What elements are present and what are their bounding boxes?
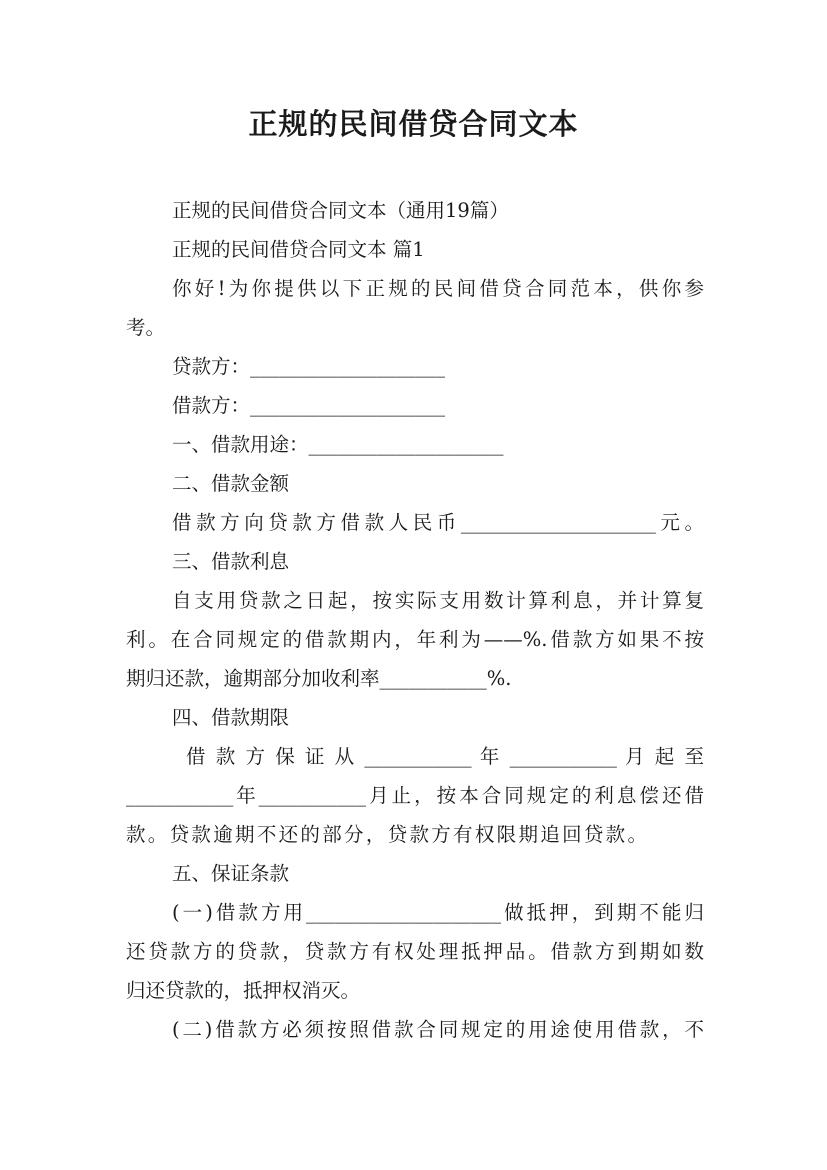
paragraph-line: 考。 xyxy=(126,316,166,339)
document-title: 正规的民间借贷合同文本 xyxy=(248,107,579,141)
paragraph-line: 你好!为你提供以下正规的民间借贷合同范本，供你参 xyxy=(172,277,704,300)
paragraph-line: 借款方向贷款方借款人民币____________________元。 xyxy=(172,511,704,534)
paragraph-line: 一、借款用途：____________________ xyxy=(172,433,504,456)
paragraph-line: 借 款 方 保 证 从 ___________ 年 ___________ 月 起 至 xyxy=(186,745,704,768)
paragraph-line: 利。在合同规定的借款期内，年利为——%.借款方如果不按 xyxy=(126,628,704,651)
paragraph-line: 借款方：____________________ xyxy=(172,394,446,417)
section-heading: 二、借款金额 xyxy=(172,472,290,495)
section-heading: 三、借款利息 xyxy=(172,550,290,573)
paragraph-line: 贷款方：____________________ xyxy=(172,355,446,378)
section-heading: 四、借款期限 xyxy=(172,706,290,729)
paragraph-line: 还贷款方的贷款，贷款方有权处理抵押品。借款方到期如数 xyxy=(126,940,704,963)
paragraph-line: 归还贷款的，抵押权消灭。 xyxy=(126,979,361,1002)
paragraph-line: ___________年___________月止，按本合同规定的利息偿还借 xyxy=(126,784,704,807)
paragraph-line: 期归还款，逾期部分加收利率___________%. xyxy=(126,667,512,690)
section-heading: 五、保证条款 xyxy=(172,862,290,885)
paragraph-line: (二)借款方必须按照借款合同规定的用途使用借款，不 xyxy=(172,1018,704,1041)
paragraph-line: 正规的民间借贷合同文本（通用19篇） xyxy=(172,199,509,222)
paragraph-line: 自支用贷款之日起，按实际支用数计算利息，并计算复 xyxy=(172,589,704,612)
paragraph-line: 正规的民间借贷合同文本 篇1 xyxy=(172,238,425,261)
paragraph-line: 款。贷款逾期不还的部分，贷款方有权限期追回贷款。 xyxy=(126,823,647,846)
paragraph-line: (一)借款方用____________________做抵押，到期不能归 xyxy=(172,901,704,924)
